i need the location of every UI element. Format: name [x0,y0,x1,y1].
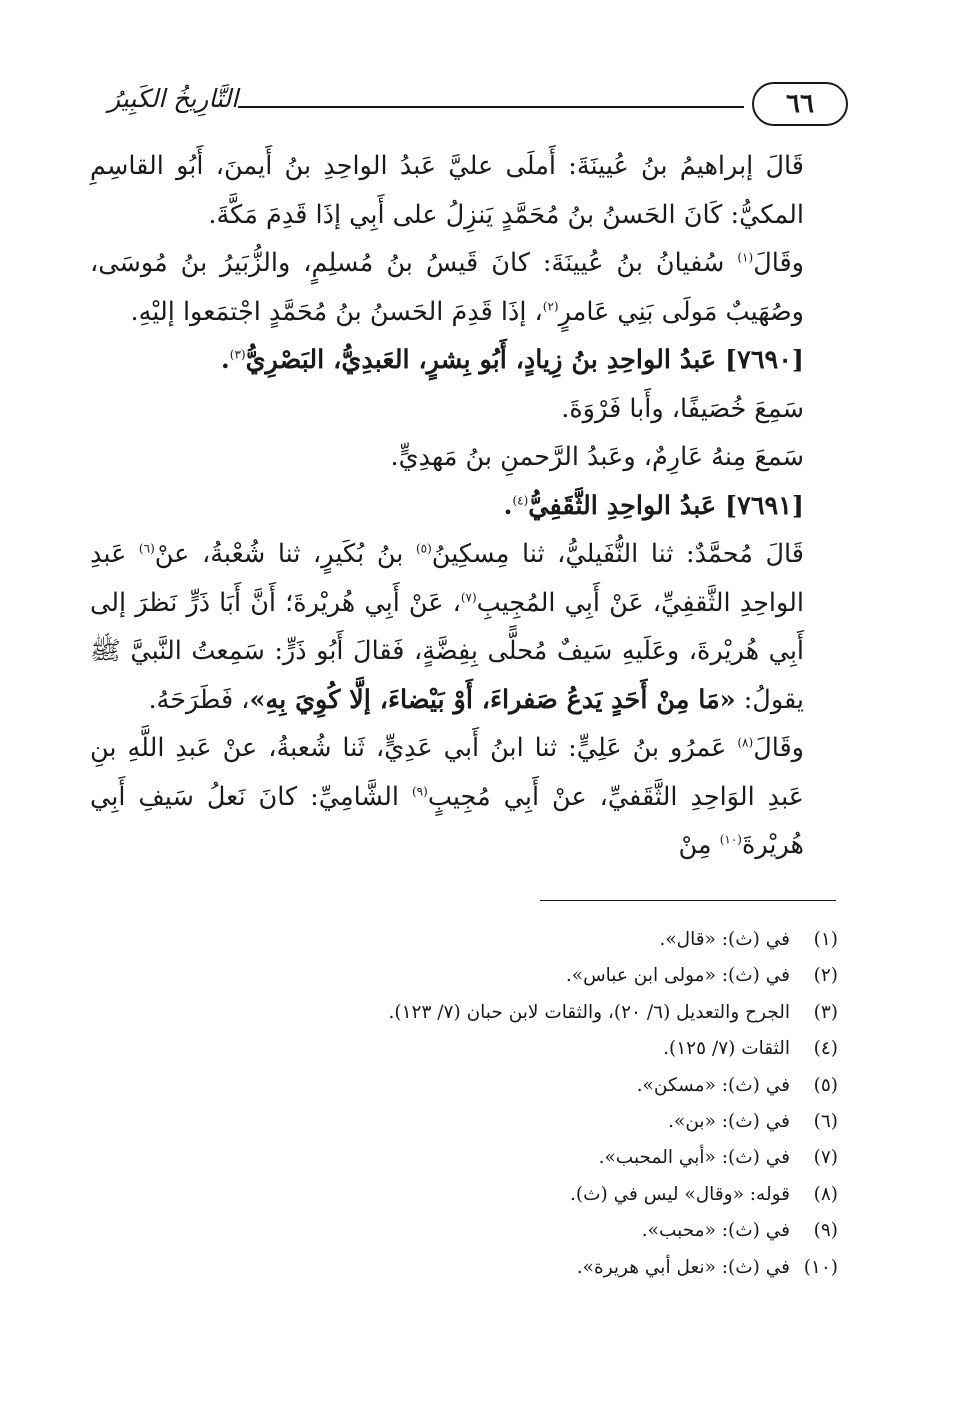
entry-heading: [٧٦٩٠] عَبدُ الواحِدِ بنُ زِيادٍ، أَبُو بِشرٍ، العَبدِيُّ، البَصْرِيُّ$^{(٣)}$. [220,345,804,375]
footnote-rule [540,900,836,901]
footnote-ref: (٩) [411,784,428,798]
entry-heading: [٧٦٩١] عَبدُ الواحِدِ الثَّقَفِيُّ$^{(٤)}$. [503,490,804,521]
running-title: التَّارِيخُ الكَبِيرُ [108,84,239,113]
footnote: (١) في (ث): «قال». [659,929,838,950]
body-text [90,142,836,870]
paragraph: قَالَ إبراهيمُ بنُ عُيينَةَ: أَملَى عليَّ عَبدُ الواحِدِ بنُ أَيمنَ، أَبُو القاسِمِ المكيُّ: كَانَ الحَسنُ بنُ مُحَمَّدٍ يَنزِلُ على أَبِي إذَا قَدِمَ مَكَّةَ. [90,151,804,230]
footnote-ref: (١) [737,250,754,265]
footnote-ref: (١٠) [719,832,742,847]
paragraph: سَمِعَ خُصَيفًا، وأَبا فَرْوَةَ. [561,393,804,424]
footnotes [260,922,838,1286]
footnote-ref: (٧) [460,590,477,604]
paragraph: قَالَ مُحمَّدٌ: ثنا النُّفَيليُّ، ثنا مِسكِينُ$^{(٥)}$ بنُ بُكَيرٍ، ثنا شُعْبةُ، عنْ$^{(٦)}$ عَبدِ الواحِدِ الثَّقفِيِّ، عَنْ أَبِي المُجِيبِ$^{(٧)}$، عَنْ أَبِي هُريْرةَ؛ أَنَّ أَبَا ذَرٍّ نَظرَ إلى أَبِي هُريْرةَ، وعَلَيهِ سَيفٌ مُحلًّى بِفِضَّةٍ، فَقالَ أَبُو ذَرٍّ: سَمِعتُ النَّبيَّ ﷺ يقولُ: «مَا مِنْ أَحَدٍ يَدعُ صَفراءَ، أَوْ بَيْضاءَ، إلَّا كُوِيَ بِهِ»، فَطَرَحَهُ. [90,539,804,715]
footnote: (٦) في (ث): «بن». [668,1111,838,1133]
footnote: (٨) قوله: «وقال» ليس في (ث). [569,1183,838,1205]
paragraph: وقَالَ$^{(١)}$ سُفيانُ بنُ عُيينَةَ: كانَ قَيسُ بنُ مُسلِمٍ، والزُّبَيرُ بنُ مُوسَى، وصُهَيبٌ مَولَى بَنِي عَامرٍ$^{(٢)}$، إذَا قَدِمَ الحَسنُ بنُ مُحَمَّدٍ اجْتمَعوا إليْهِ. [90,248,804,327]
footnote: (٧) في (ث): «أبي المحبب». [598,1147,838,1169]
footnote-ref: (٨) [737,735,754,750]
paragraph: وقَالَ$^{(٨)}$ عَمرُو بنُ عَلِيٍّ: ثنا ابنُ أَبي عَدِيٍّ، ثَنا شُعبةُ، عنْ عَبدِ اللَّهِ بنِ عَبدِ الوَاحِدِ الثَّقَفيِّ، عنْ أَبِي مُجِيبٍ$^{(٩)}$ الشَّامِيِّ: كانَ نَعلُ سَيفِ أَبِي هُريْرةَ$^{(١٠)}$ مِنْ [90,733,804,860]
page-number: ٦٦ [752,82,848,126]
footnote-ref: (٢) [542,299,559,313]
footnote: (١٠) في (ث): «نعل أبي هريرة». [576,1256,838,1278]
footnote: (٩) في (ث): «محبب». [641,1220,838,1242]
footnote-ref: (٣) [229,347,246,362]
footnote: (٣) الجرح والتعديل (٦/ ٢٠)، والثقات لابن حبان (٧/ ١٢٣). [388,1001,838,1023]
footnote-ref: (٤) [512,493,529,507]
header-rule [238,106,744,108]
page-header [108,82,848,126]
footnote-ref: (٦) [138,541,155,556]
footnote-ref: (٥) [415,541,432,556]
footnote: (٢) في (ث): «مولى ابن عباس». [565,965,838,987]
footnote: (٥) في (ث): «مسكن». [636,1074,838,1096]
hadith-quote: «مَا مِنْ أَحَدٍ يَدعُ صَفراءَ، أَوْ بَيْضاءَ، إلَّا كُوِيَ بِهِ» [249,684,736,715]
footnote: (٤) الثقات (٧/ ١٢٥). [663,1038,838,1060]
paragraph: سَمعَ مِنهُ عَارِمٌ، وعَبدُ الرَّحمنِ بنُ مَهدِيٍّ. [390,442,804,472]
